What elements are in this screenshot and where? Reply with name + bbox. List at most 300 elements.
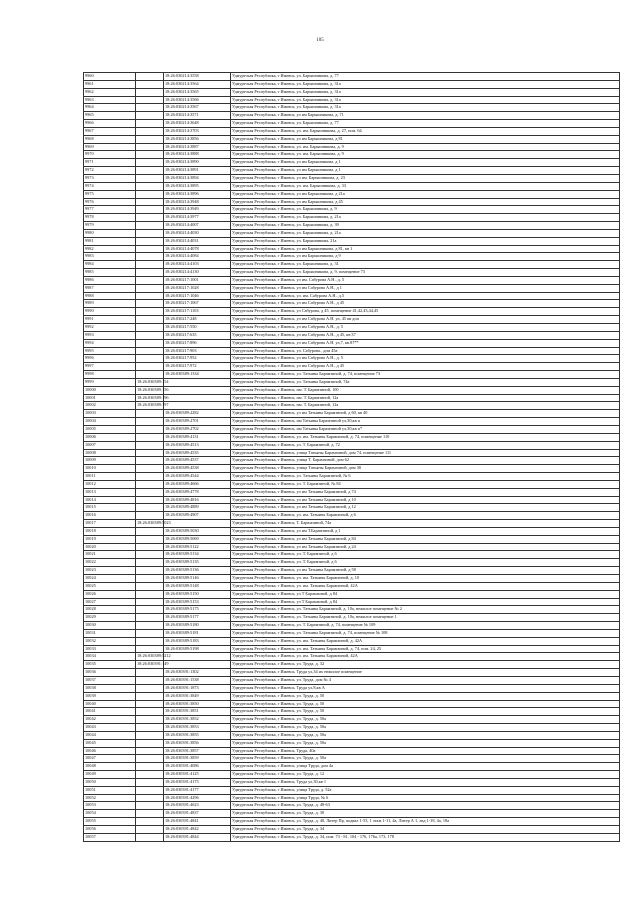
address-cell: Удмуртская Республика, г Ижевск, ул. им. Барышникова, д. 27, пом. 64 — [231, 127, 620, 135]
table-row — [84, 143, 620, 151]
row-number-cell: 10049 — [84, 771, 136, 779]
table-row — [84, 96, 620, 104]
table-row — [84, 802, 620, 810]
cadastral-number-cell — [136, 614, 164, 622]
row-number-cell: 10018 — [84, 527, 136, 535]
table-row — [84, 308, 620, 316]
cadastral-number-cell — [164, 378, 231, 386]
table-row — [84, 425, 620, 433]
table-row — [84, 465, 620, 473]
address-cell: Удмуртская Республика, г Ижевск, им. Т. Барамзиной, 12а — [231, 394, 620, 402]
row-number-cell: 10048 — [84, 763, 136, 771]
cadastral-number-cell: 18:26:030389:4131 — [164, 433, 231, 441]
row-number-cell: 10022 — [84, 559, 136, 567]
address-cell: Удмуртская Республика, г Ижевск, ул им Сабурова А.Н., д 45 — [231, 300, 620, 308]
cadastral-number-cell: 18:26:030389:5198 — [164, 645, 231, 653]
row-number-cell: 10004 — [84, 418, 136, 426]
cadastral-number-cell — [136, 567, 164, 575]
table-row — [84, 708, 620, 716]
cadastral-number-cell: 18:26:030214:4130 — [164, 269, 231, 277]
cadastral-number-cell: 18:26:030391:4842 — [164, 826, 231, 834]
cadastral-number-cell — [136, 449, 164, 457]
cadastral-number-cell: 18:26:030389:5183 — [164, 637, 231, 645]
row-number-cell: 10050 — [84, 778, 136, 786]
address-cell: Удмуртская Республика, г Ижевск, ул Сабурова, д 45, помещение 41,42,43,44,45 — [231, 308, 620, 316]
address-cell: Удмуртская Республика, г Ижевск, ул. Барышникова, д. 9, помещение 73 — [231, 269, 620, 277]
address-cell: Удмуртская Республика, г Ижевск, ул. Труда, д. 50а — [231, 755, 620, 763]
table-row — [84, 331, 620, 339]
row-number-cell: 9978 — [84, 214, 136, 222]
address-cell: Удмуртская Республика, г Ижевск, ул. Труда, д. 32 — [231, 661, 620, 669]
table-row — [84, 700, 620, 708]
row-number-cell: 9964 — [84, 104, 136, 112]
address-cell: Удмуртская Республика, г Ижевск, ул. Барышникова, д. 31а — [231, 88, 620, 96]
address-cell: Удмуртская Республика, г Ижевск, ул. Труда, д. 50 — [231, 692, 620, 700]
cadastral-number-cell: 18:26:030389:5136 — [164, 567, 231, 575]
row-number-cell: 9971 — [84, 159, 136, 167]
cadastral-number-cell — [136, 818, 164, 826]
address-cell: Удмуртская Республика, г Ижевск, ул. им. Барышникова, д. 9 — [231, 151, 620, 159]
table-row — [84, 653, 620, 661]
cadastral-number-cell: 18:26:030214:3558 — [164, 73, 231, 81]
row-number-cell: 10057 — [84, 833, 136, 841]
table-row — [84, 245, 620, 253]
table-row — [84, 135, 620, 143]
cadastral-number-cell: 18:26:030214:3564 — [164, 80, 231, 88]
cadastral-number-cell: 18:26:030214:3887 — [164, 143, 231, 151]
cadastral-number-cell: 18:26:030389:4544 — [164, 473, 231, 481]
cadastral-number-cell — [136, 606, 164, 614]
row-number-cell: 9976 — [84, 198, 136, 206]
row-number-cell: 9973 — [84, 174, 136, 182]
address-cell: Удмуртская Республика, г Ижевск, улица Труда, № 6 — [231, 794, 620, 802]
cadastral-number-cell: 18:26:030391:3857 — [164, 747, 231, 755]
table-row — [84, 237, 620, 245]
address-cell: Удмуртская Республика, г Ижевск, ул. Татьяны Барамзиной, д. 74, помещение № 108 — [231, 629, 620, 637]
cadastral-number-cell: 18:26:030389:4666 — [164, 480, 231, 488]
table-row — [84, 347, 620, 355]
cadastral-number-cell: 18:26:030389:5148 — [164, 582, 231, 590]
table-row — [84, 543, 620, 551]
cadastral-number-cell: 18:26:030389:5146 — [164, 575, 231, 583]
table-row — [84, 222, 620, 230]
table-row — [84, 669, 620, 677]
row-number-cell: 9998 — [84, 371, 136, 379]
cadastral-number-cell — [136, 174, 164, 182]
address-cell: Удмуртская Республика, г Ижевск, ул им. Сабурова А.Н., д. 5 — [231, 276, 620, 284]
cadastral-number-cell: 18:26:030389:5069 — [164, 535, 231, 543]
address-cell: Удмуртская Республика, г Ижевск, ул Т Барамзиной, д 84 — [231, 590, 620, 598]
cadastral-number-cell: 18:26:030389:5212 — [136, 653, 164, 661]
row-number-cell: 10030 — [84, 622, 136, 630]
address-cell: Удмуртская Республика, г Ижевск, ул. Татьяны Барамзиной, д. 10а, нежилое помещение № 2 — [231, 606, 620, 614]
address-cell: Удмуртская Республика, г Ижевск, ул. Т. Барамзиной, д. 74, помещение № 109 — [231, 622, 620, 630]
cadastral-number-cell: 18:26:030214:3948 — [164, 198, 231, 206]
table-row — [84, 167, 620, 175]
cadastral-number-cell — [136, 755, 164, 763]
row-number-cell: 10036 — [84, 669, 136, 677]
cadastral-number-cell — [164, 402, 231, 410]
table-row — [84, 778, 620, 786]
cadastral-number-cell — [136, 167, 164, 175]
table-row — [84, 284, 620, 292]
cadastral-number-cell: 18:26:030391:4125 — [164, 771, 231, 779]
address-cell: Удмуртская Республика, г Ижевск, ул. Труда, дом № 4 — [231, 676, 620, 684]
row-number-cell: 10009 — [84, 457, 136, 465]
cadastral-number-cell — [136, 488, 164, 496]
table-row — [84, 371, 620, 379]
address-cell: Удмуртская Республика, г Ижевск, улица Труда, д. 52а — [231, 786, 620, 794]
row-number-cell: 10014 — [84, 496, 136, 504]
cadastral-number-cell: 18:26:030389:5177 — [164, 614, 231, 622]
cadastral-number-cell — [136, 457, 164, 465]
table-row — [84, 488, 620, 496]
address-cell: Удмуртская Республика, г Ижевск, ул. Труда, д. 50 — [231, 708, 620, 716]
cadastral-number-cell — [136, 151, 164, 159]
table-row — [84, 151, 620, 159]
cadastral-number-cell — [136, 692, 164, 700]
row-number-cell: 10040 — [84, 700, 136, 708]
table-row — [84, 818, 620, 826]
cadastral-number-cell — [136, 645, 164, 653]
cadastral-number-cell — [136, 159, 164, 167]
cadastral-number-cell — [136, 190, 164, 198]
cadastral-number-cell — [136, 127, 164, 135]
cadastral-number-cell — [136, 551, 164, 559]
address-cell: Удмуртская Республика, г Ижевск, ул. им. Татьяны Барамзиной, д 6 — [231, 512, 620, 520]
address-cell: Удмуртская Республика, г Ижевск, им. Т. Барамзиной, 100 — [231, 386, 620, 394]
address-cell: Удмуртская Республика, г Ижевск, ул. Т. Барамзиной, д. 72 — [231, 441, 620, 449]
table-row — [84, 457, 620, 465]
cadastral-number-cell — [136, 96, 164, 104]
table-row — [84, 339, 620, 347]
row-number-cell: 10024 — [84, 575, 136, 583]
address-cell: Удмуртская Республика, г Ижевск, им Татьяны Барамзиной ул,30,кв п — [231, 418, 620, 426]
address-cell: Удмуртская Республика, г Ижевск, ул. Т. Барамзиной, д 6 — [231, 559, 620, 567]
address-cell: Удмуртская Республика, г Ижевск, Т. Барамзиной, 74а — [231, 520, 620, 528]
address-cell: Удмуртская Республика, г Ижевск, ул. Труда, д. 48-63 — [231, 802, 620, 810]
cadastral-number-cell — [136, 284, 164, 292]
table-row — [84, 402, 620, 410]
table-row — [84, 480, 620, 488]
cadastral-number-cell — [136, 292, 164, 300]
cadastral-number-cell: 18:26:030389:4537 — [164, 457, 231, 465]
cadastral-number-cell — [136, 276, 164, 284]
cadastral-number-cell — [136, 418, 164, 426]
address-cell: Удмуртская Республика, г Ижевск, ул им Барышникова, д. 71 — [231, 112, 620, 120]
row-number-cell: 10045 — [84, 739, 136, 747]
table-row — [84, 786, 620, 794]
address-cell: Удмуртская Республика, г Ижевск, ул. им. Татьяны Барамзиной, д. 10 — [231, 575, 620, 583]
cadastral-number-cell: 18:26:030214:3888 — [164, 151, 231, 159]
row-number-cell: 10016 — [84, 512, 136, 520]
cadastral-number-cell — [136, 73, 164, 81]
cadastral-number-cell — [136, 433, 164, 441]
cadastral-number-cell — [136, 802, 164, 810]
address-cell: Удмуртская Республика, г Ижевск, ул им Сабурова А.Н., д 45 — [231, 363, 620, 371]
cadastral-number-cell — [136, 629, 164, 637]
cadastral-number-cell: 18:26:030389:5122 — [164, 543, 231, 551]
cadastral-number-cell: 18:26:030217:896 — [164, 339, 231, 347]
cadastral-number-cell — [136, 708, 164, 716]
row-number-cell: 9997 — [84, 363, 136, 371]
cadastral-number-cell — [136, 222, 164, 230]
row-number-cell: 9992 — [84, 324, 136, 332]
table-row — [84, 582, 620, 590]
row-number-cell: 10047 — [84, 755, 136, 763]
table-row — [84, 826, 620, 834]
row-number-cell: 10046 — [84, 747, 136, 755]
address-cell: Удмуртская Республика, г Ижевск, ул. Труда, д. 40, Литер Пр, подвал 1-53, 1 этаж 1-11, 4а, Литер А 1, лвд 1-18, 4а, 18а — [231, 818, 620, 826]
cadastral-number-cell: 18:26:030391:4177 — [164, 786, 231, 794]
cadastral-number-cell — [136, 355, 164, 363]
cadastral-number-cell: 18:26:030389:5150 — [164, 590, 231, 598]
cadastral-number-cell — [136, 182, 164, 190]
address-cell: Удмуртская Республика, г Ижевск, ул. Труда, д. 34, пом. 73 - 81, 104 - 176, 176а, 173, 178 — [231, 833, 620, 841]
row-number-cell: 10021 — [84, 551, 136, 559]
table-row — [84, 159, 620, 167]
table-row — [84, 496, 620, 504]
table-row — [84, 206, 620, 214]
address-cell: Удмуртская Республика, г Ижевск, ул им Сабурова А.Н., д. 5 — [231, 324, 620, 332]
address-cell: Удмуртская Республика, г Ижевск, ул. Барышникова, д. 39 — [231, 222, 620, 230]
cadastral-number-cell: 18:26:030389:4778 — [164, 488, 231, 496]
cadastral-number-cell — [136, 237, 164, 245]
cadastral-number-cell — [164, 661, 231, 669]
row-number-cell: 10032 — [84, 637, 136, 645]
cadastral-number-cell: 18:26:030391:3855 — [164, 731, 231, 739]
cadastral-number-cell — [136, 527, 164, 535]
table-row — [84, 590, 620, 598]
table-row — [84, 120, 620, 128]
cadastral-number-cell — [136, 512, 164, 520]
address-cell: Удмуртская Республика, г Ижевск, ул. Татьяны Барамзиной, 74а — [231, 378, 620, 386]
row-number-cell: 10043 — [84, 724, 136, 732]
table-row — [84, 598, 620, 606]
cadastral-number-cell — [164, 653, 231, 661]
cadastral-number-cell — [136, 496, 164, 504]
address-cell: Удмуртская Республика, г Ижевск, ул. Труда, д. 30 — [231, 810, 620, 818]
row-number-cell: 10055 — [84, 818, 136, 826]
row-number-cell: 10035 — [84, 661, 136, 669]
row-number-cell: 10023 — [84, 567, 136, 575]
cadastral-number-cell: 18:26:030389:1334 — [164, 371, 231, 379]
address-cell: Удмуртская Республика, г Ижевск, ул. Труда, д. 12 — [231, 771, 620, 779]
address-cell: Удмуртская Республика, г Ижевск, ул им Татьяны Барамзиной, д 58 — [231, 567, 620, 575]
cadastral-number-cell: 18:26:030389:5030 — [164, 527, 231, 535]
address-cell: Удмуртская Республика, г Ижевск, ул им Татьяны Барамзиной, д 10 — [231, 496, 620, 504]
table-row — [84, 575, 620, 583]
cadastral-number-cell — [136, 143, 164, 151]
table-row — [84, 276, 620, 284]
cadastral-number-cell: 18:26:030391:3856 — [164, 739, 231, 747]
row-number-cell: 9960 — [84, 73, 136, 81]
table-row — [84, 316, 620, 324]
address-cell: Удмуртская Республика, г Ижевск, ул Т Барамзиной, д 84 — [231, 598, 620, 606]
cadastral-number-cell: 18:26:030214:3703 — [164, 127, 231, 135]
cadastral-number-cell: 18:26:030391:1538 — [164, 676, 231, 684]
table-row — [84, 739, 620, 747]
cadastral-number-cell — [136, 731, 164, 739]
cadastral-number-cell — [136, 833, 164, 841]
cadastral-number-cell — [136, 253, 164, 261]
cadastral-number-cell — [136, 676, 164, 684]
address-cell: Удмуртская Республика, г Ижевск, улица Татьяны Барамзиной, дом 74, помещение 111 — [231, 449, 620, 457]
cadastral-number-cell: 18:26:030389:156 — [136, 386, 164, 394]
cadastral-number-cell — [136, 771, 164, 779]
address-cell: Удмуртская Республика, г Ижевск, Труда ул,8,кв А — [231, 684, 620, 692]
row-number-cell: 9986 — [84, 276, 136, 284]
address-cell: Удмуртская Республика, г Ижевск, ул. Барышникова, д. 21а — [231, 229, 620, 237]
table-row — [84, 637, 620, 645]
address-cell: Удмуртская Республика, г Ижевск, Труда ул,30,кв 1 — [231, 778, 620, 786]
row-number-cell: 9974 — [84, 182, 136, 190]
row-number-cell: 9969 — [84, 143, 136, 151]
address-cell: Удмуртская Республика, г Ижевск, ул им Барышникова, д 21а — [231, 190, 620, 198]
table-row — [84, 410, 620, 418]
address-cell: Удмуртская Республика, г Ижевск, ул. Труда, д. 50а — [231, 724, 620, 732]
cadastral-number-cell — [136, 480, 164, 488]
row-number-cell: 10056 — [84, 826, 136, 834]
address-cell: Удмуртская Республика, г Ижевск, Труда, 40а — [231, 747, 620, 755]
cadastral-number-cell — [136, 214, 164, 222]
table-row — [84, 833, 620, 841]
table-row — [84, 512, 620, 520]
registry-table — [83, 72, 620, 842]
address-cell: Удмуртская Республика, г Ижевск, ул. Барышникова, д. 31 — [231, 261, 620, 269]
cadastral-number-cell: 18:26:030389:2701 — [164, 418, 231, 426]
cadastral-number-cell — [136, 363, 164, 371]
table-row — [84, 269, 620, 277]
cadastral-number-cell — [136, 794, 164, 802]
address-cell: Удмуртская Республика, г Ижевск, ул. им. Барышникова, д. 33 — [231, 182, 620, 190]
cadastral-number-cell: 18:26:030217:1028 — [164, 284, 231, 292]
cadastral-number-cell — [136, 826, 164, 834]
cadastral-number-cell — [136, 559, 164, 567]
row-number-cell: 10012 — [84, 480, 136, 488]
cadastral-number-cell — [136, 786, 164, 794]
row-number-cell: 10041 — [84, 708, 136, 716]
address-cell: Удмуртская Республика, г Ижевск, ул. Татьяны Барамзиной, д. 74, помещение 73 — [231, 371, 620, 379]
table-row — [84, 755, 620, 763]
table-row — [84, 716, 620, 724]
row-number-cell: 10015 — [84, 504, 136, 512]
address-cell: Удмуртская Республика, г Ижевск, ул им Татьяны Барамзиной, д 84 — [231, 535, 620, 543]
table-row — [84, 190, 620, 198]
cadastral-number-cell — [136, 700, 164, 708]
registry-table-body — [84, 73, 620, 842]
table-row — [84, 433, 620, 441]
table-row — [84, 551, 620, 559]
cadastral-number-cell: 18:26:030214:3890 — [164, 159, 231, 167]
row-number-cell: 10010 — [84, 465, 136, 473]
address-cell: Удмуртская Республика, г Ижевск, ул. им. Татьяны Барамзиной, 42А — [231, 582, 620, 590]
cadastral-number-cell — [136, 590, 164, 598]
address-cell: Удмуртская Республика, г Ижевск, улица Татьяны Барамзиной, дом 30 — [231, 465, 620, 473]
address-cell: Удмуртская Республика, г Ижевск, ул им. Барышникова, д. 23 — [231, 174, 620, 182]
row-number-cell: 9963 — [84, 96, 136, 104]
cadastral-number-cell: 18:26:030389:4889 — [164, 504, 231, 512]
cadastral-number-cell: 18:26:030391:3849 — [164, 692, 231, 700]
cadastral-number-cell — [136, 339, 164, 347]
row-number-cell: 9970 — [84, 151, 136, 159]
cadastral-number-cell: 18:26:030214:4031 — [164, 237, 231, 245]
row-number-cell: 10003 — [84, 410, 136, 418]
address-cell: Удмуртская Республика, г Ижевск, ул им Сабурова А.Н., д. 5 — [231, 355, 620, 363]
cadastral-number-cell: 18:26:030389:5134 — [164, 551, 231, 559]
row-number-cell: 10039 — [84, 692, 136, 700]
cadastral-number-cell — [136, 347, 164, 355]
row-number-cell: 10053 — [84, 802, 136, 810]
cadastral-number-cell — [136, 331, 164, 339]
row-number-cell: 10017 — [84, 520, 136, 528]
cadastral-number-cell: 18:26:030391:4086 — [164, 763, 231, 771]
table-row — [84, 527, 620, 535]
address-cell: Удмуртская Республика, г Ижевск, им. Т. Барамзиной, 12а — [231, 402, 620, 410]
page-number: 105 — [316, 38, 324, 43]
table-row — [84, 73, 620, 81]
cadastral-number-cell — [136, 778, 164, 786]
address-cell: Удмуртская Республика, г Ижевск, ул им Сабурова А.Н. ул,7, кв.87** — [231, 339, 620, 347]
cadastral-number-cell: 18:26:030217:1001 — [164, 276, 231, 284]
cadastral-number-cell — [136, 425, 164, 433]
row-number-cell: 9979 — [84, 222, 136, 230]
cadastral-number-cell — [136, 716, 164, 724]
row-number-cell: 9983 — [84, 253, 136, 261]
row-number-cell: 9995 — [84, 347, 136, 355]
address-cell: Удмуртская Республика, г Ижевск, ул. им. Барышникова, д. 9 — [231, 143, 620, 151]
row-number-cell: 9962 — [84, 88, 136, 96]
table-row — [84, 261, 620, 269]
table-row — [84, 88, 620, 96]
row-number-cell: 9961 — [84, 80, 136, 88]
address-cell: Удмуртская Республика, г Ижевск, ул. Барышникова, д. 31а — [231, 104, 620, 112]
row-number-cell: 10037 — [84, 676, 136, 684]
cadastral-number-cell: 18:26:030214:3895 — [164, 182, 231, 190]
table-row — [84, 763, 620, 771]
row-number-cell: 9982 — [84, 245, 136, 253]
cadastral-number-cell: 18:26:030389:4907 — [164, 512, 231, 520]
cadastral-number-cell — [136, 206, 164, 214]
row-number-cell: 10000 — [84, 386, 136, 394]
table-row — [84, 614, 620, 622]
cadastral-number-cell: 18:26:030217:903 — [164, 347, 231, 355]
address-cell: Удмуртская Республика, г Ижевск, ул. им. Татьяны Барамзиной, д. 74, пом. 24, 25 — [231, 645, 620, 653]
row-number-cell: 9980 — [84, 229, 136, 237]
address-cell: Удмуртская Республика, г Ижевск, ул. им. Татьяны Барамзиной, д. 42А — [231, 637, 620, 645]
cadastral-number-cell: 18:26:030391:1873 — [164, 684, 231, 692]
cadastral-number-cell: 18:26:030391:4296 — [164, 794, 231, 802]
cadastral-number-cell: 18:26:030217:635 — [164, 331, 231, 339]
cadastral-number-cell — [136, 473, 164, 481]
address-cell: Удмуртская Республика, г Ижевск, ул им Татьяны Барамзиной, д 74 — [231, 488, 620, 496]
cadastral-number-cell — [136, 410, 164, 418]
table-row — [84, 229, 620, 237]
cadastral-number-cell: 18:26:030389:4538 — [164, 465, 231, 473]
cadastral-number-cell: 18:26:030214:3856 — [164, 135, 231, 143]
cadastral-number-cell: 18:26:030389:197 — [136, 402, 164, 410]
cadastral-number-cell: 18:26:030214:3896 — [164, 190, 231, 198]
row-number-cell: 9987 — [84, 284, 136, 292]
cadastral-number-cell — [136, 300, 164, 308]
table-row — [84, 182, 620, 190]
row-number-cell: 10029 — [84, 614, 136, 622]
cadastral-number-cell: 18:26:030389:5180 — [164, 622, 231, 630]
cadastral-number-cell: 18:26:030214:4030 — [164, 229, 231, 237]
cadastral-number-cell: 18:26:030391:3850 — [164, 700, 231, 708]
cadastral-number-cell — [136, 269, 164, 277]
address-cell: Удмуртская Республика, г Ижевск, ул им Барышникова, д 45 — [231, 198, 620, 206]
